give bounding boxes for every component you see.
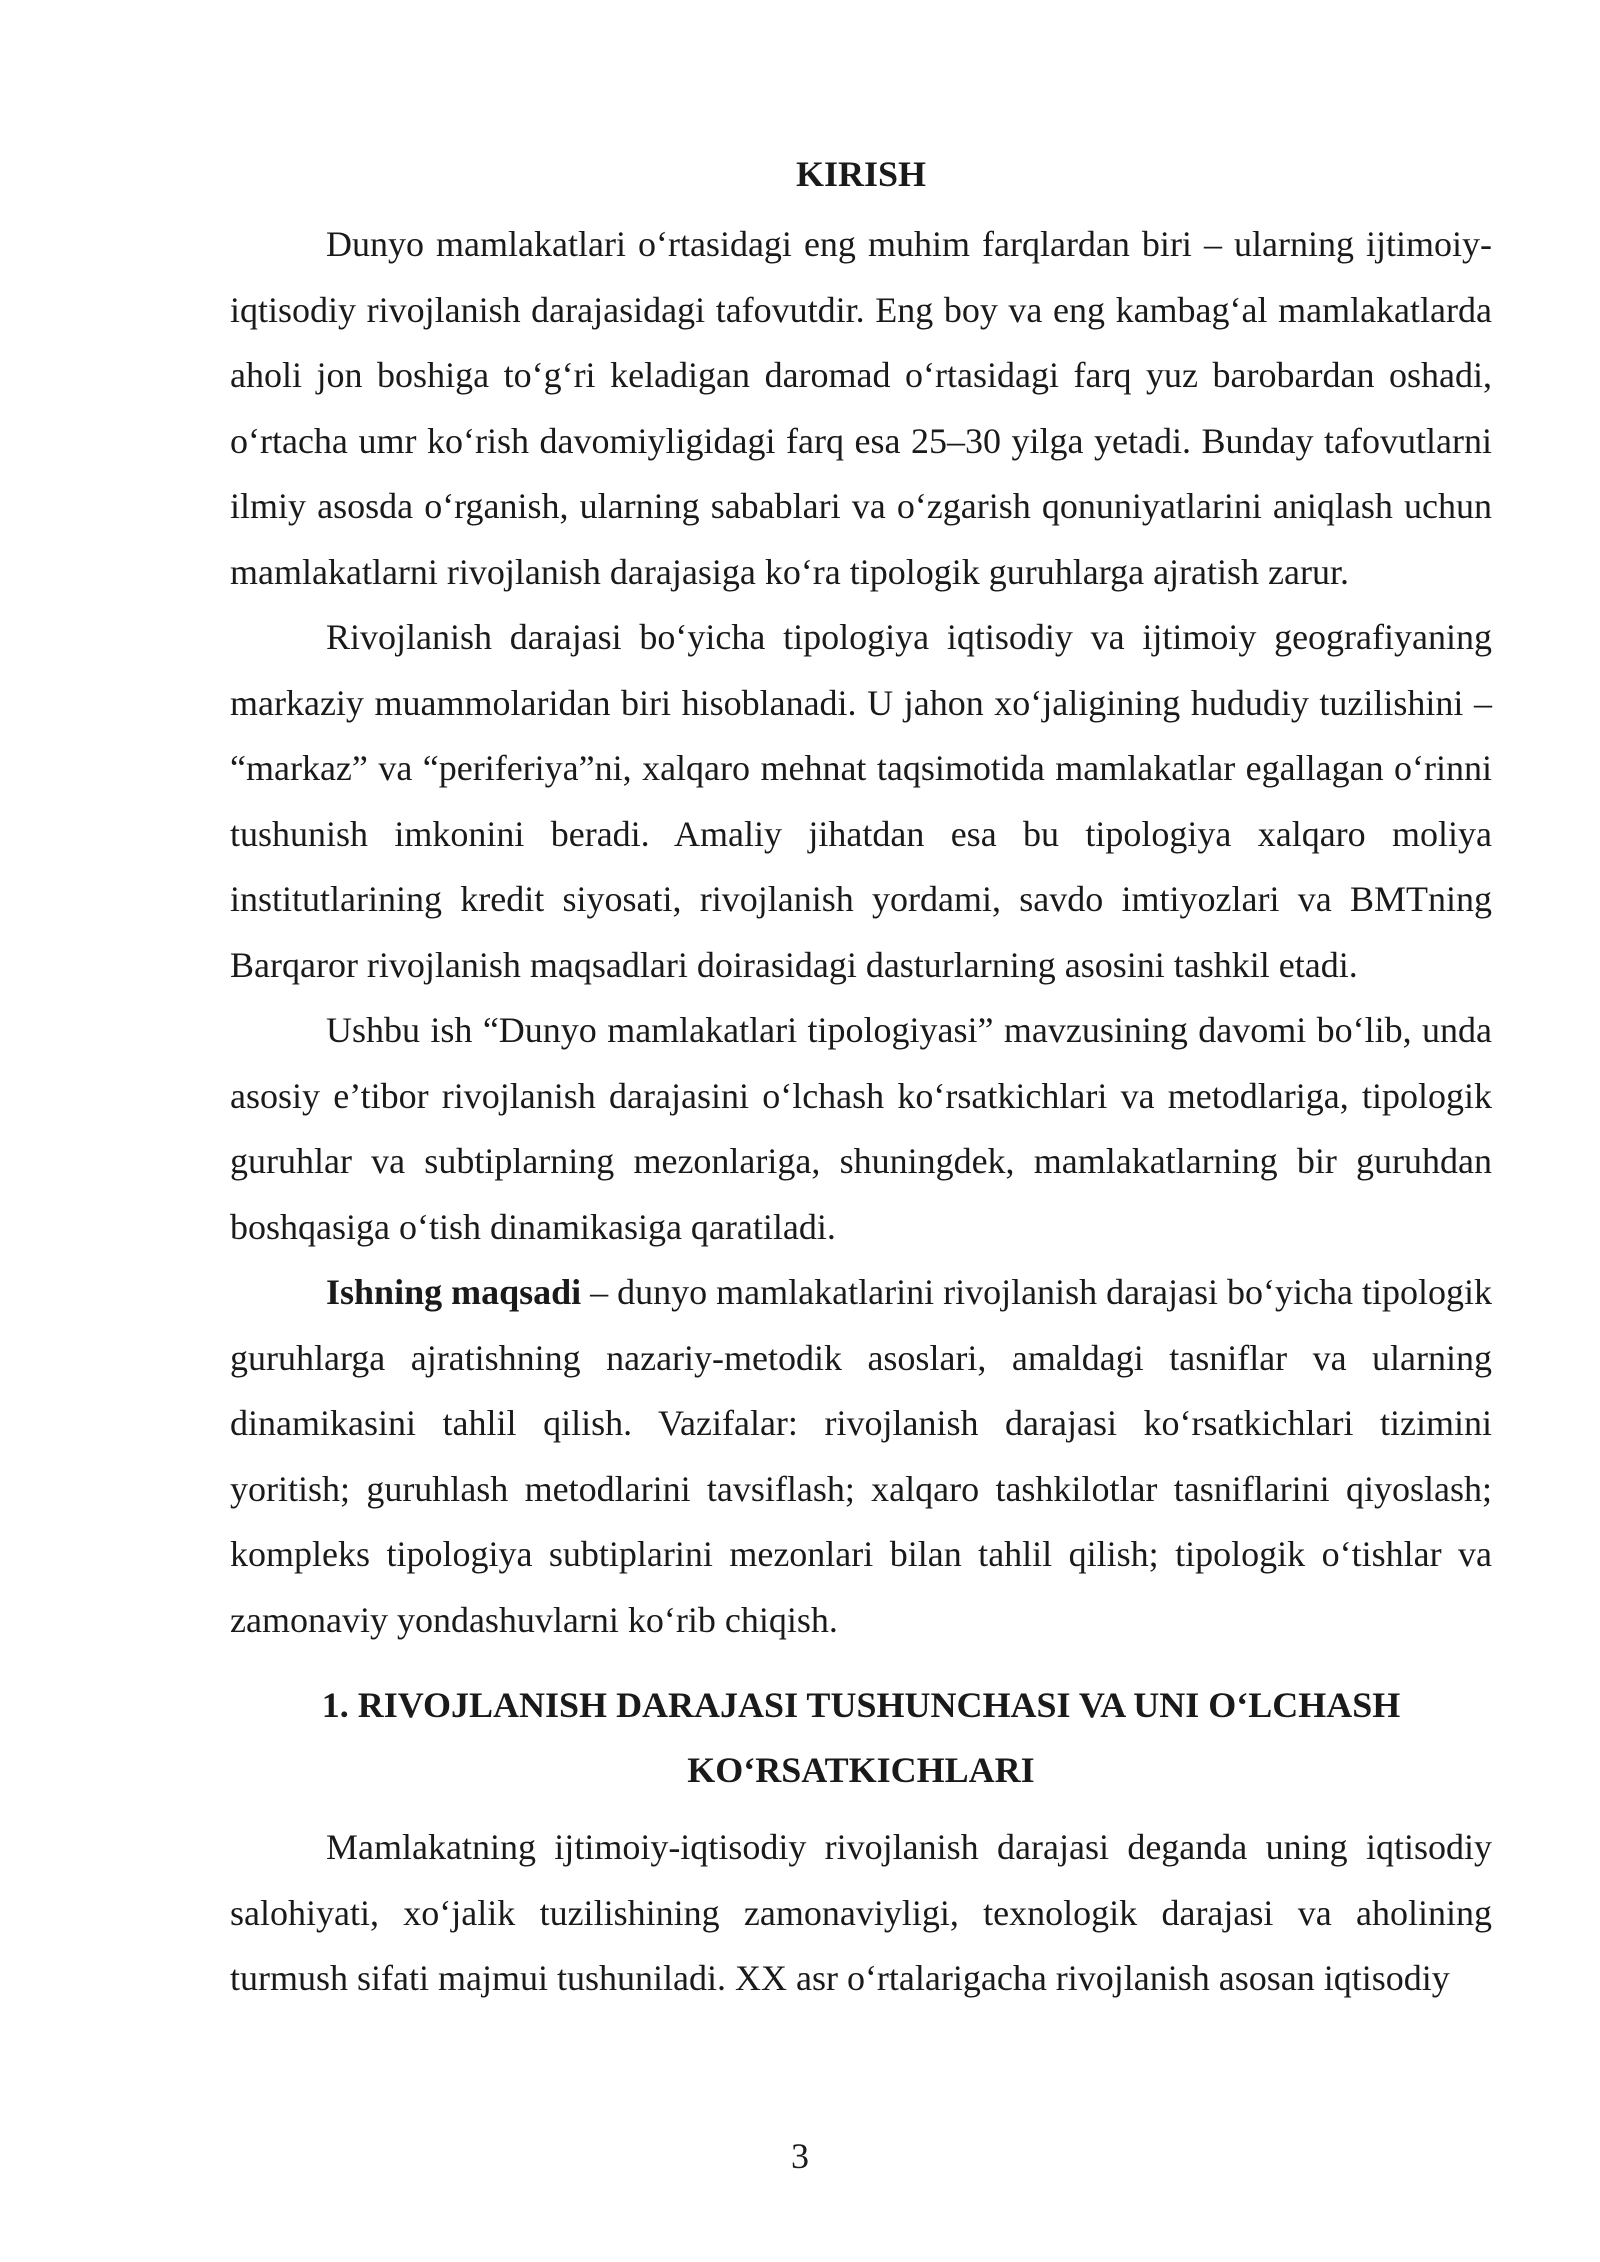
- section-title-line-1: 1. RIVOJLANISH DARAJASI TUSHUNCHASI VA UNI O‘LCHASH: [321, 1685, 1401, 1725]
- section-paragraph: Mamlakatning ijtimoiy-iqtisodiy rivojlanish darajasi deganda uning iqtisodiy salohiyati, xo‘jalik tuzilishining zamonaviyligi, texnologik darajasi va aholining turmush sifati majmui tushuniladi. XX asr o‘rtalarigacha rivojlanish asosan iqtisodiy: [230, 1827, 1492, 1998]
- intro-paragraph-2: Rivojlanish darajasi bo‘yicha tipologiya iqtisodiy va ijtimoiy geografiyaning markaziy muammolaridan biri hisoblanadi. U jahon xo‘jaligining hududiy tuzilishini – “markaz” va “periferiya”ni, xalqaro mehnat taqsimotida mamlakatlar egallagan o‘rinni tushunish imkonini beradi. Amaliy jihatdan esa bu tipologiya xalqaro moliya institutlarining kredit siyosati, rivojlanish yordami, savdo imtiyozlari va BMTning Barqaror rivojlanish maqsadlari doirasidagi dasturlarning asosini tashkil etadi.: [230, 617, 1492, 985]
- document-body: [230, 148, 1492, 2012]
- goal-text: – dunyo mamlakatlarini rivojlanish darajasi bo‘yicha tipologik guruhlarga ajratishning nazariy-metodik asoslari, amaldagi tasniflar va ularning dinamikasini tahlil qilish. Vazifalar: rivojlanish darajasi ko‘rsatkichlari tizimini yoritish; guruhlash metodlarini tavsiflash; xalqaro tashkilotlar tasniflarini qiyoslash; kompleks tipologiya subtiplarini mezonlari bilan tahlil qilish; tipologik o‘tishlar va zamonaviy yondashuvlarni ko‘rib chiqish.: [230, 1272, 1492, 1640]
- intro-paragraph-3: Ushbu ish “Dunyo mamlakatlari tipologiyasi” mavzusining davomi bo‘lib, unda asosiy e’tibor rivojlanish darajasini o‘lchash ko‘rsatkichlari va metodlariga, tipologik guruhlar va subtiplarning mezonlariga, shuningdek, mamlakatlarning bir guruhdan boshqasiga o‘tish dinamikasiga qaratiladi.: [230, 1010, 1492, 1247]
- goal-paragraph: [230, 1260, 1492, 1653]
- page-number: 3: [791, 2136, 809, 2176]
- section-title-line-2: KO‘RSATKICHLARI: [687, 1750, 1035, 1790]
- intro-paragraph-1: Dunyo mamlakatlari o‘rtasidagi eng muhim farqlardan biri – ularning ijtimoiy-iqtisodiy rivojlanish darajasidagi tafovutdir. Eng boy va eng kambag‘al mamlakatlarda aholi jon boshiga to‘g‘ri keladigan daromad o‘rtasidagi farq yuz barobardan oshadi, o‘rtacha umr ko‘rish davomiyligidagi farq esa 25–30 yilga yetadi. Bunday tafovutlarni ilmiy asosda o‘rganish, ularning sabablari va o‘zgarish qonuniyatlarini aniqlash uchun mamlakatlarni rivojlanish darajasiga ko‘ra tipologik guruhlarga ajratish zarur.: [230, 224, 1492, 592]
- document-heading: KIRISH: [795, 154, 927, 194]
- section-title: [230, 1673, 1492, 1803]
- goal-lead: Ishning maqsadi: [326, 1272, 582, 1312]
